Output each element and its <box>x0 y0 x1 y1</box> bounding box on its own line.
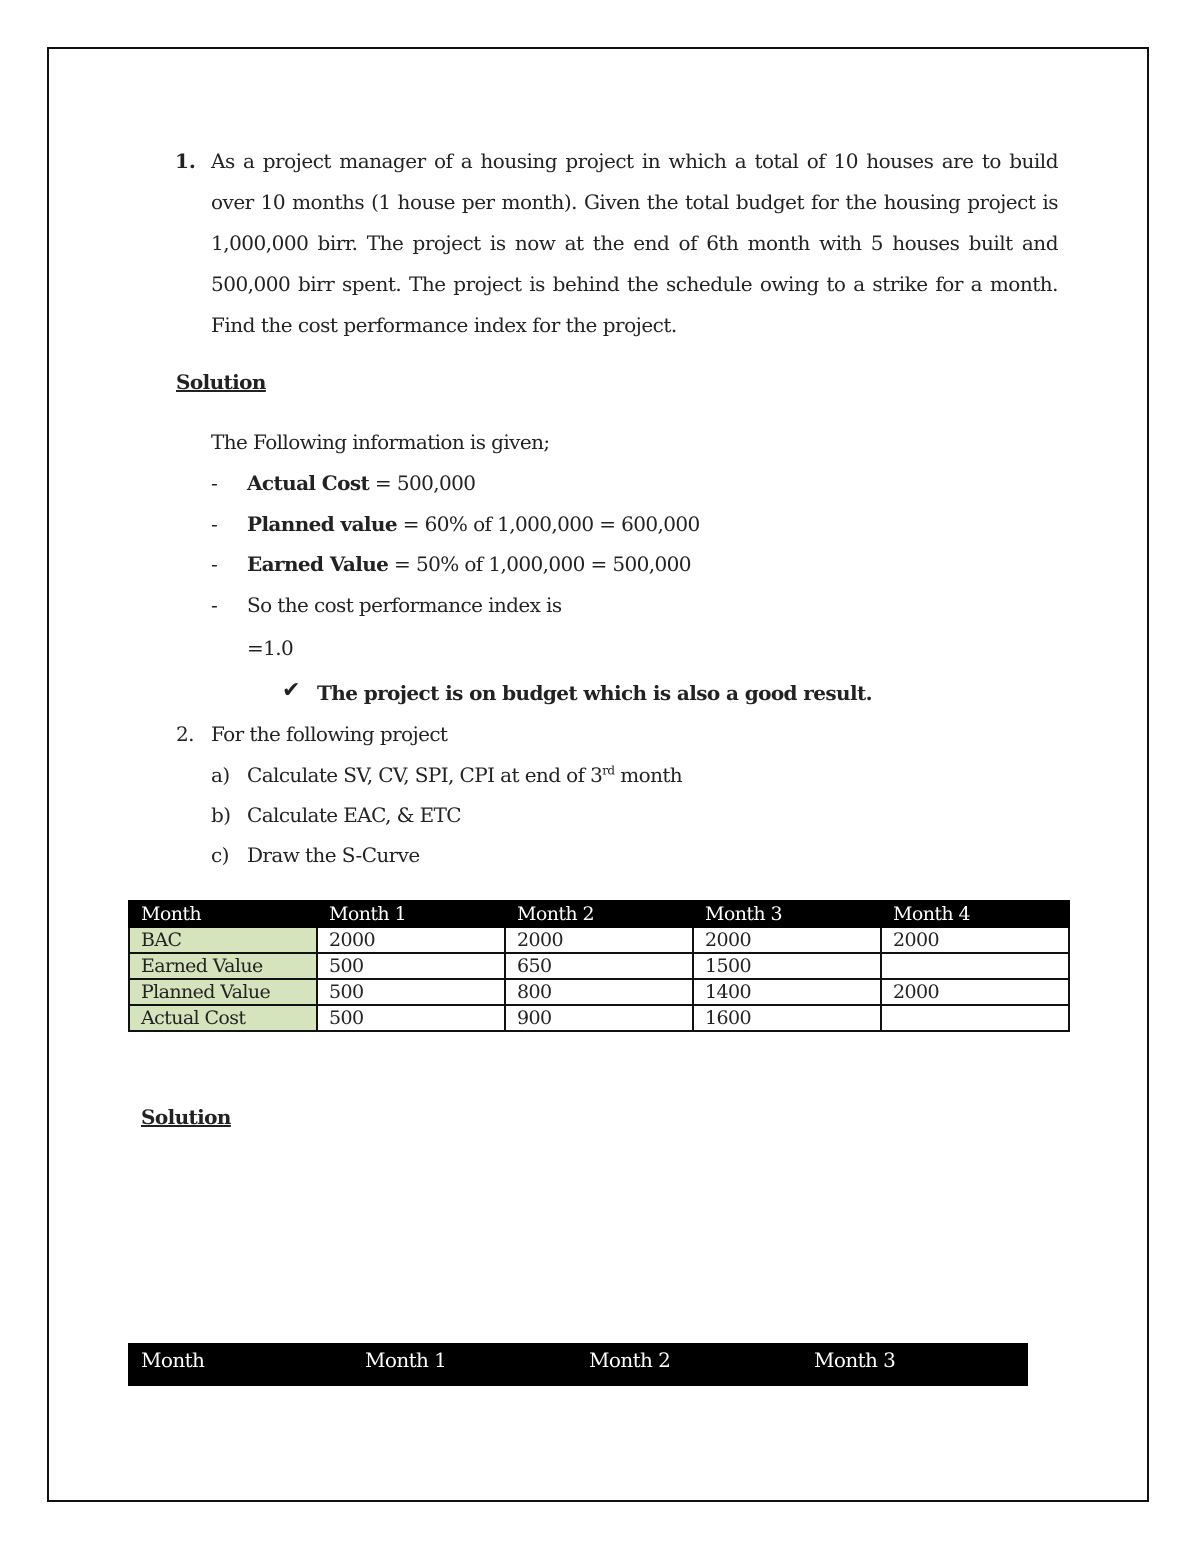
table-cell: 2000 <box>693 927 881 953</box>
table-cell: 1500 <box>693 953 881 979</box>
table-row <box>129 953 1069 979</box>
solution-1-heading: Solution <box>176 370 266 394</box>
table-cell: 1600 <box>693 1005 881 1031</box>
cpi-result: =1.0 <box>247 636 294 660</box>
bullet-dash: - <box>211 552 218 576</box>
solution-2-heading: Solution <box>141 1105 231 1129</box>
bullet-label: Planned value <box>247 512 397 536</box>
bullet-dash: - <box>211 512 218 536</box>
table-header-cell: Month 1 <box>317 901 505 927</box>
question-2-text: For the following project <box>211 722 448 746</box>
table-header-cell: Month 2 <box>589 1348 671 1372</box>
ordinal-suffix: rd <box>602 763 615 778</box>
item-a-text-before: Calculate SV, CV, SPI, CPI at end of 3 <box>247 763 603 787</box>
row-label: Earned Value <box>129 953 317 979</box>
checkmark-icon: ✔ <box>282 678 301 703</box>
item-a-text-after: month <box>614 763 683 787</box>
table-header-row <box>129 901 1069 927</box>
bullet-actual-cost <box>247 471 475 495</box>
table-cell: 2000 <box>881 979 1069 1005</box>
table-cell: 500 <box>317 979 505 1005</box>
bullet-planned-value <box>247 512 700 536</box>
item-b-text: Calculate EAC, & ETC <box>247 803 462 827</box>
table-header-cell: Month 3 <box>693 901 881 927</box>
table-cell <box>881 1005 1069 1031</box>
table-cell: 650 <box>505 953 693 979</box>
table-cell: 2000 <box>881 927 1069 953</box>
solution-1-intro: The Following information is given; <box>211 430 550 454</box>
table-cell: 2000 <box>317 927 505 953</box>
row-label: BAC <box>129 927 317 953</box>
bullet-earned-value <box>247 552 691 576</box>
item-c-text: Draw the S-Curve <box>247 843 420 867</box>
table-row <box>129 979 1069 1005</box>
row-label: Actual Cost <box>129 1005 317 1031</box>
table-row <box>129 1005 1069 1031</box>
item-marker: c) <box>211 843 229 867</box>
table-cell: 500 <box>317 1005 505 1031</box>
earned-value-table <box>128 900 1070 1032</box>
table-header-cell: Month <box>129 901 317 927</box>
question-2-number: 2. <box>176 722 194 746</box>
table-row <box>129 927 1069 953</box>
table-cell <box>881 953 1069 979</box>
question-1-number: 1. <box>175 149 196 173</box>
table-cell: 2000 <box>505 927 693 953</box>
bullet-dash: - <box>211 593 218 617</box>
bullet-value: = 500,000 <box>369 471 476 495</box>
table-cell: 900 <box>505 1005 693 1031</box>
bullet-value: = 60% of 1,000,000 = 600,000 <box>397 512 700 536</box>
item-marker: a) <box>211 763 230 787</box>
bullet-cpi-text: So the cost performance index is <box>247 593 562 617</box>
bullet-dash: - <box>211 471 218 495</box>
question-1-text: As a project manager of a housing project in which a total of 10 houses are to build over 10 months (1 house per month). Given the total budget for the housing project is 1,000,000 birr. The project is now at the end of 6th month with 5 houses built and 500,000 birr spent. The project is behind the schedule owing to a strike for a month. Find the cost performance index for the project. <box>211 149 1058 337</box>
table-cell: 800 <box>505 979 693 1005</box>
table-header-cell: Month 3 <box>814 1348 896 1372</box>
bullet-label: Earned Value <box>247 552 389 576</box>
table-header-cell: Month <box>141 1348 205 1372</box>
row-label: Planned Value <box>129 979 317 1005</box>
item-marker: b) <box>211 803 231 827</box>
table-header-cell: Month 1 <box>365 1348 447 1372</box>
table-header-cell: Month 4 <box>881 901 1069 927</box>
bullet-label: Actual Cost <box>247 471 370 495</box>
item-a-text <box>247 763 682 787</box>
table-header-cell: Month 2 <box>505 901 693 927</box>
table-cell: 1400 <box>693 979 881 1005</box>
conclusion-text: The project is on budget which is also a good result. <box>317 681 872 705</box>
solution-table-header <box>128 1343 1028 1386</box>
bullet-value: = 50% of 1,000,000 = 500,000 <box>388 552 691 576</box>
table-cell: 500 <box>317 953 505 979</box>
